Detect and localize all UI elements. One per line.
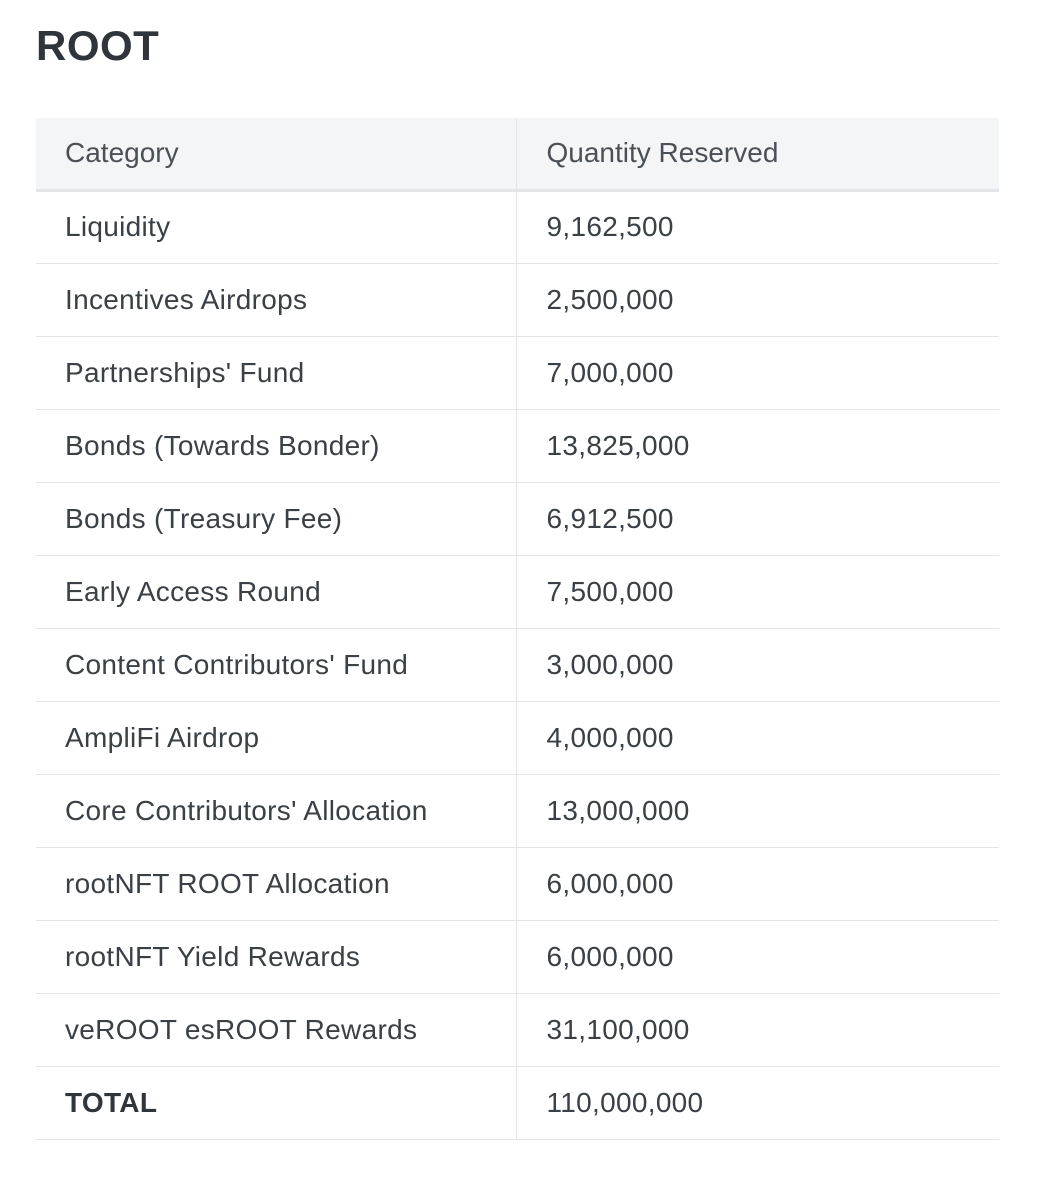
table-row [36, 628, 999, 701]
category-cell: AmpliFi Airdrop [36, 701, 516, 774]
table-row [36, 263, 999, 336]
category-cell: Core Contributors' Allocation [36, 774, 516, 847]
table-row [36, 701, 999, 774]
column-header-quantity: Quantity Reserved [516, 118, 999, 190]
table-row [36, 993, 999, 1066]
allocation-table [36, 118, 999, 1140]
category-cell: Liquidity [36, 190, 516, 263]
category-cell: rootNFT Yield Rewards [36, 920, 516, 993]
quantity-cell: 4,000,000 [516, 701, 999, 774]
table-row [36, 409, 999, 482]
table-row [36, 920, 999, 993]
table-row [36, 482, 999, 555]
table-row [36, 190, 999, 263]
category-cell: rootNFT ROOT Allocation [36, 847, 516, 920]
table-row [36, 555, 999, 628]
category-cell: Bonds (Treasury Fee) [36, 482, 516, 555]
quantity-cell: 2,500,000 [516, 263, 999, 336]
category-cell: Incentives Airdrops [36, 263, 516, 336]
category-cell: veROOT esROOT Rewards [36, 993, 516, 1066]
category-cell: Early Access Round [36, 555, 516, 628]
quantity-cell: 9,162,500 [516, 190, 999, 263]
table-row [36, 336, 999, 409]
quantity-cell: 7,000,000 [516, 336, 999, 409]
quantity-cell: 13,825,000 [516, 409, 999, 482]
table-row [36, 774, 999, 847]
category-cell: Partnerships' Fund [36, 336, 516, 409]
category-cell: Bonds (Towards Bonder) [36, 409, 516, 482]
quantity-cell: 6,912,500 [516, 482, 999, 555]
category-cell: Content Contributors' Fund [36, 628, 516, 701]
quantity-cell: 31,100,000 [516, 993, 999, 1066]
quantity-cell: 13,000,000 [516, 774, 999, 847]
quantity-cell: 7,500,000 [516, 555, 999, 628]
quantity-cell: 6,000,000 [516, 847, 999, 920]
table-header-row [36, 118, 999, 190]
quantity-cell: 6,000,000 [516, 920, 999, 993]
quantity-cell: 3,000,000 [516, 628, 999, 701]
total-row [36, 1066, 999, 1139]
page-title: ROOT [36, 22, 160, 69]
total-label: TOTAL [36, 1066, 516, 1139]
column-header-category: Category [36, 118, 516, 190]
table-row [36, 847, 999, 920]
total-quantity: 110,000,000 [516, 1066, 999, 1139]
